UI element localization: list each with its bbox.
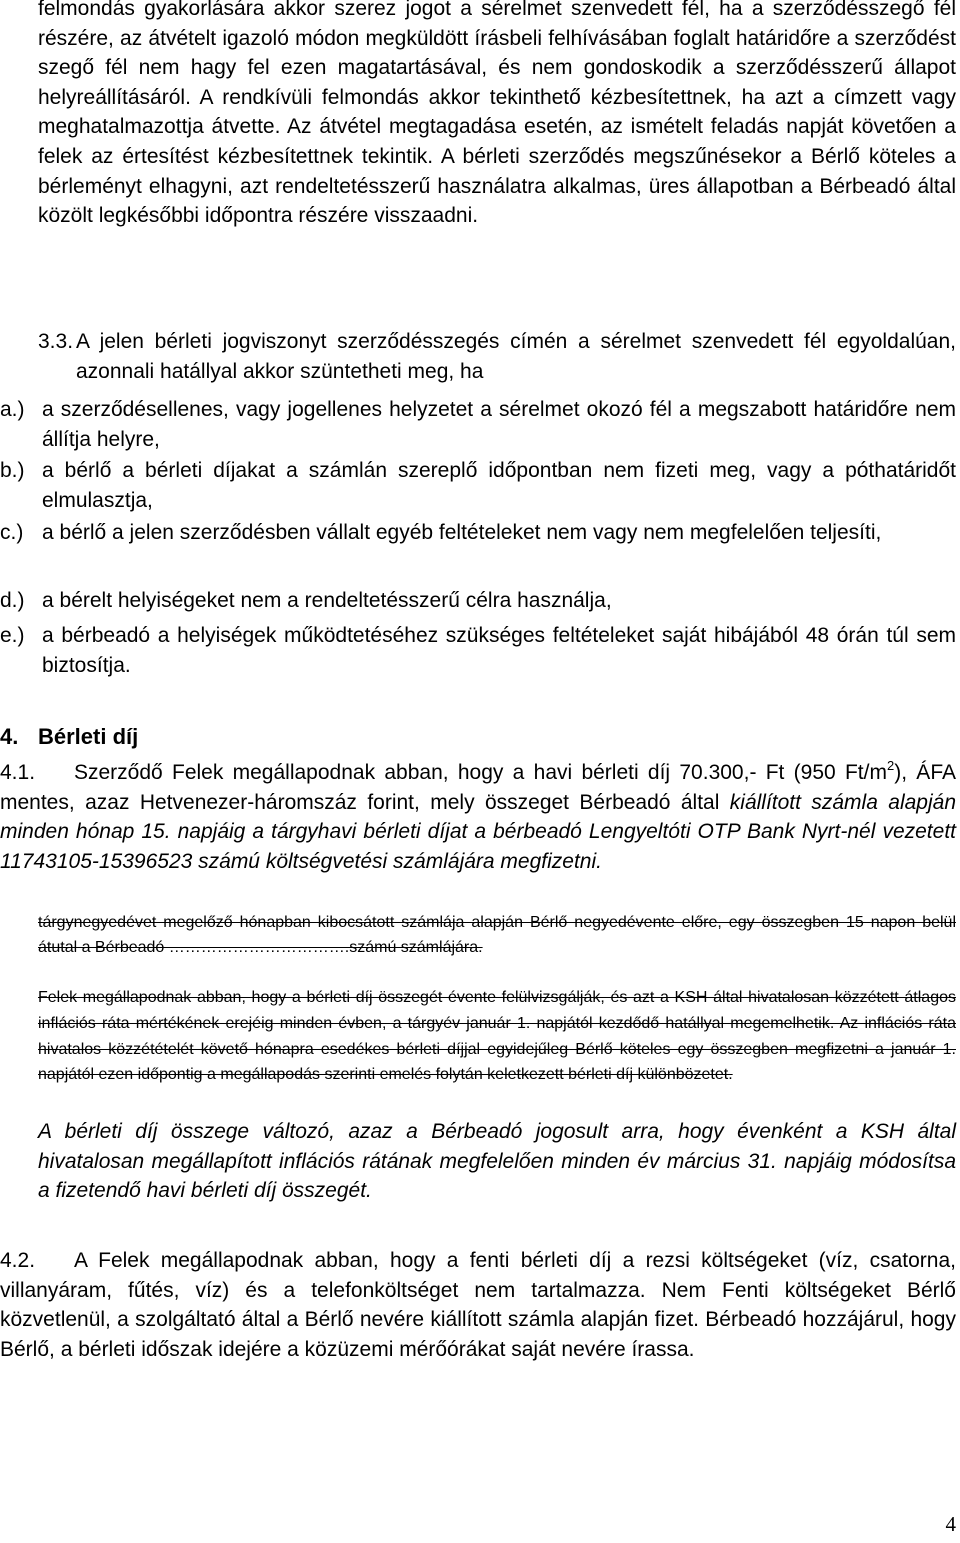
section-intro: A jelen bérleti jogviszonyt szerződésszegés címén a sérelmet szenvedett fél egyoldalúan, azonnali hatállyal akkor szüntetheti meg, ha: [76, 330, 956, 383]
list-item: [0, 518, 956, 548]
heading-number: 4.: [0, 724, 19, 749]
italic-paragraph: A bérleti díj összege változó, azaz a Bérbeadó jogosult arra, hogy évenként a KSH által hivatalosan megállapított inflációs rátának megfelelően minden év március 31. napjáig módosítsa a fizetendő havi bérleti díj összegét.: [38, 1120, 956, 1203]
list-text: a bérlő a jelen szerződésben vállalt egyéb feltételeket nem vagy nem megfelelően teljesíti,: [42, 521, 882, 544]
section-4-1: [0, 758, 956, 876]
page-number: 4: [945, 1512, 956, 1536]
paragraph-4-2: [0, 1246, 956, 1364]
list-item: [0, 586, 956, 616]
list-text: a szerződésellenes, vagy jogellenes helyzetet a sérelmet okozó fél a megszabott határidőre nem állítja helyre,: [42, 398, 956, 451]
list-label: e.): [0, 624, 25, 647]
list-label: b.): [0, 459, 25, 482]
section-number: 3.3.: [38, 330, 74, 353]
struck-paragraph-1: tárgynegyedévet megelőző hónapban kibocsátott számlája alapján Bérlő negyedévente előre, egy összegben 15 napon belül átutal a Bérbeadó …………………………….számú számlájára.: [38, 914, 956, 956]
list-item: [0, 395, 956, 454]
paragraph-4-1: [0, 758, 956, 876]
struck-paragraph-2: Felek megállapodnak abban, hogy a bérleti díj összegét évente felülvizsgálják, és azt a KSH által hivatalosan közzétett átlagos inflációs ráta mértékének erejéig minden évben, a tárgyév január 1. napjától kezdődő hatállyal megemelhetik. Az inflációs ráta hivatalos közzétételét követő hónapra esedékes bérleti díjjal egyidejűleg Bérlő köteles egy összegben megfizetni a január 1. napjától ezen időpontig a megállapodás szerinti emelés folytán keletkezett bérleti díj különbözetet.: [38, 989, 956, 1084]
section-4-2: [0, 1246, 956, 1364]
list-label: d.): [0, 589, 25, 612]
utilities-text: A Felek megállapodnak abban, hogy a fenti bérleti díj a rezsi költségeket (víz, csatorna, villanyáram, fűtés, víz) és a telefonköltséget nem tartalmazza. Nem Fenti költségeket Bérlő közvetlenül, a szolgáltató által a Bérlő nevére kiállított számla alapján fizet. Bérbeadó hozzájárul, hogy Bérlő, a bérleti időszak idejére a közüzemi mérőórákat saját nevére írassa.: [0, 1249, 956, 1361]
paragraph-termination: felmondás gyakorlására akkor szerez jogot a sérelmet szenvedett fél, ha a szerződésszegő fél részére, az átvételt igazoló módon megküldött írásbeli felhívásában foglalt határidőre a szerződést szegő fél nem hagy fel ezen magatartásával, és nem gondoskodik a szerződésszerű állapot helyreállításáról. A rendkívüli felmondás akkor tekinthető kézbesítettnek, ha azt a címzett vagy meghatalmazottja átvette. Az átvétel megtagadása esetén, az ismételt feladás napját követően a felek az értesítést kézbesítettnek tekintik. A bérleti szerződés megszűnésekor a Bérlő köteles a bérleményt elhagyni, azt rendeltetésszerű használatra alkalmas, üres állapotban a Bérbeadó által közölt legkésőbbi időpontra részére visszaadni.: [38, 0, 956, 228]
list-item: [0, 621, 956, 680]
section-number: 4.1.: [0, 761, 36, 784]
list-label: c.): [0, 521, 24, 544]
superscript: 2: [886, 758, 895, 773]
section-number: 4.2.: [0, 1249, 36, 1272]
list-label: a.): [0, 398, 25, 421]
list-item: [0, 456, 956, 515]
rent-text-cont: ), ÁFA mentes, azaz Hetvenezer-háromszáz forint, mely összeget Bérbeadó által: [0, 761, 956, 814]
rent-text: Szerződő Felek megállapodnak abban, hogy a havi bérleti díj 70.300,- Ft (950 Ft/m: [74, 761, 887, 784]
section-heading: [0, 722, 138, 752]
rent-payment-italic: kiállított számla alapján minden hónap 15. napjáig a tárgyhavi bérleti díjat a bérbeadó Lengyeltóti OTP Bank Nyrt-nél vezetett 11743105-15396523 számú költségvetési számlájára megfizetni.: [0, 790, 956, 873]
heading-title: Bérleti díj: [38, 724, 139, 749]
list-text: a bérelt helyiségeket nem a rendeltetésszerű célra használja,: [42, 589, 612, 612]
section-3-3: [38, 327, 956, 386]
list-text: a bérlő a bérleti díjakat a számlán szereplő időpontban nem fizeti meg, vagy a póthatáridőt elmulasztja,: [42, 459, 956, 512]
list-text: a bérbeadó a helyiségek működtetéséhez szükséges feltételeket saját hibájából 48 órán túl sem biztosítja.: [42, 624, 956, 677]
